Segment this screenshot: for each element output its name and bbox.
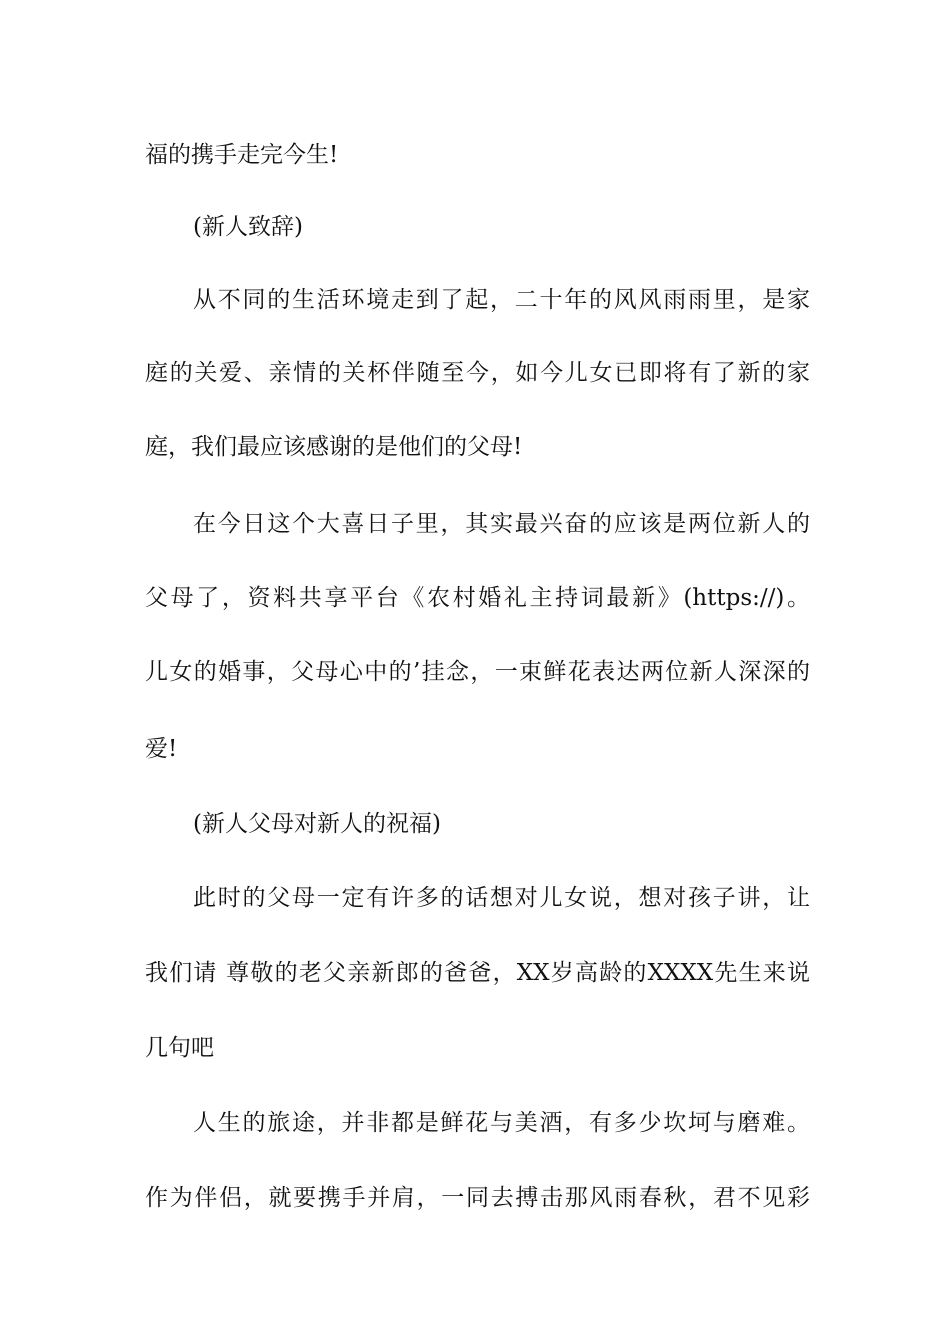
text-line-5: 庭，我们最应该感谢的是他们的父母! [145, 434, 523, 460]
section-heading-couple-speech: (新人致辞) [193, 214, 303, 240]
text-line-7: 父母了，资料共享平台《农村婚礼主持词最新》(https://)。 [145, 585, 810, 611]
text-line-8: 儿女的婚事，父母心中的’挂念，一束鲜花表达两位新人深深的 [145, 659, 810, 685]
text-line-1: 福的携手走完今生! [145, 142, 339, 168]
text-line-9: 爱! [145, 736, 178, 762]
text-line-15: 作为伴侣，就要携手并肩，一同去搏击那风雨春秋，君不见彩 [145, 1185, 810, 1211]
section-heading-parents-blessing: (新人父母对新人的祝福) [193, 811, 441, 837]
text-line-12: 我们请 尊敬的老父亲新郎的爸爸，XX岁高龄的XXXX先生来说 [145, 960, 810, 986]
text-line-6: 在今日这个大喜日子里，其实最兴奋的应该是两位新人的 [193, 511, 810, 537]
text-line-11: 此时的父母一定有许多的话想对儿女说，想对孩子讲，让 [193, 885, 810, 911]
text-line-14: 人生的旅途，并非都是鲜花与美酒，有多少坎坷与磨难。 [193, 1110, 810, 1136]
text-line-3: 从不同的生活环境走到了起，二十年的风风雨雨里，是家 [193, 287, 810, 313]
text-line-13: 几句吧 [145, 1035, 214, 1061]
text-line-4: 庭的关爱、亲情的关杯伴随至今，如今儿女已即将有了新的家 [145, 360, 810, 386]
